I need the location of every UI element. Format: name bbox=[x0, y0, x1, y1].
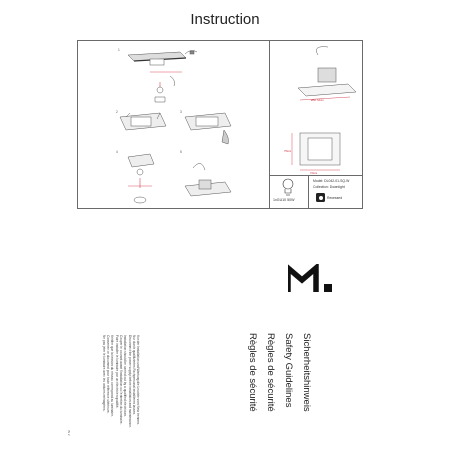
heading-fr: Règles de sécurité bbox=[265, 333, 276, 412]
step-number-1: 1 bbox=[118, 48, 120, 52]
guideline-line-1: Vor der Installation und Wartung die Leuchte vom Netz trennen. bbox=[136, 335, 140, 425]
heading-en: Safety Guidelines bbox=[283, 333, 294, 408]
recessed-icon bbox=[316, 193, 325, 202]
guideline-line-3: Disconnect the power supply before installation and maintenance. bbox=[128, 335, 132, 428]
page-title: Instruction bbox=[190, 11, 260, 28]
step-number-2: 2 bbox=[116, 110, 118, 114]
guideline-line-9: Ne pas jeter le luminaire avec les ordures ménagères. bbox=[102, 335, 106, 412]
heading-fr-2: Règles de sécurité bbox=[247, 333, 258, 412]
step-number-3: 3 bbox=[180, 110, 182, 114]
step-number-5: 5 bbox=[180, 150, 182, 154]
heading-de: Sicherheitshinweis bbox=[301, 333, 312, 412]
mounting-label: Recessed bbox=[327, 196, 343, 200]
guideline-line-2: Nur durch qualifiziertes Fachpersonal installieren lassen. bbox=[132, 335, 136, 415]
step-number-4: 4 bbox=[116, 150, 118, 154]
guideline-line-7: Vérifier que la tension du réseau correspond au luminaire. bbox=[110, 335, 114, 417]
page-code: IN 2 bbox=[67, 430, 71, 436]
guideline-line-4: Installation should be carried out by a qualified electrician. bbox=[123, 335, 127, 417]
guideline-line-6: Faire installer le luminaire par un électricien qualifié. bbox=[115, 335, 119, 409]
guideline-line-5: Couper le courant avant l'installation ou l'entretien du luminaire. bbox=[119, 335, 123, 425]
cutout-dimension: Ø60 72mm bbox=[311, 99, 324, 102]
info-divider bbox=[308, 175, 309, 209]
bulb-spec: 1xGU10 50W bbox=[273, 198, 295, 202]
width-dimension: 72mm bbox=[310, 172, 318, 175]
brand-logo bbox=[288, 264, 332, 292]
model-label: Model: DL042-01-SQ-W bbox=[313, 179, 350, 183]
height-dimension: 75mm bbox=[284, 150, 292, 153]
collection-label: Collection: Downlight bbox=[313, 185, 345, 189]
guideline-line-8: Conserver ce document pour toute référence ultérieure. bbox=[106, 335, 110, 414]
